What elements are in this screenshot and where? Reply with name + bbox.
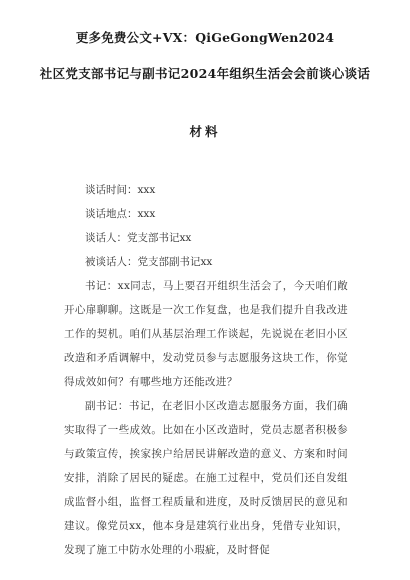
document-title-continued: 材料 — [189, 124, 221, 139]
paragraph-secretary: 书记：xx同志，马上要召开组织生活会了，今天咱们敞开心扉聊聊。这既是一次工作复盘，也是我们提升自我改进工作的契机。咱们从基层治理工作谈起，先说说在老旧小区改造和矛盾调解中，发动党员参与志愿服务这块工作，你觉得成效如何？有哪些地方还能改进？ — [64, 280, 348, 388]
promo-header: 更多免费公文+VX：QiGeGongWen2024 — [75, 30, 335, 45]
document-body — [64, 178, 348, 562]
meta-location: 谈话地点：xxx — [85, 208, 156, 220]
meta-interviewer: 谈话人：党支部书记xx — [85, 232, 192, 244]
document-title: 社区党支部书记与副书记2024年组织生活会会前谈心谈话 — [39, 66, 371, 81]
meta-time: 谈话时间：xxx — [85, 184, 156, 196]
meta-interviewee: 被谈话人：党支部副书记xx — [85, 256, 213, 268]
paragraph-deputy-secretary: 副书记：书记，在老旧小区改造志愿服务方面，我们确实取得了一些成效。比如在小区改造时，党员志愿者积极参与政策宣传，挨家挨户给居民讲解改造的意义、方案和时间安排，消除了居民的疑虑。在施工过程中，党员们还自发组成监督小组，监督工程质量和进度，及时反馈居民的意见和建议。像党员xx，他本身是建筑行业出身，凭借专业知识，发现了施工中防水处理的小瑕疵，及时督促 — [64, 400, 348, 556]
